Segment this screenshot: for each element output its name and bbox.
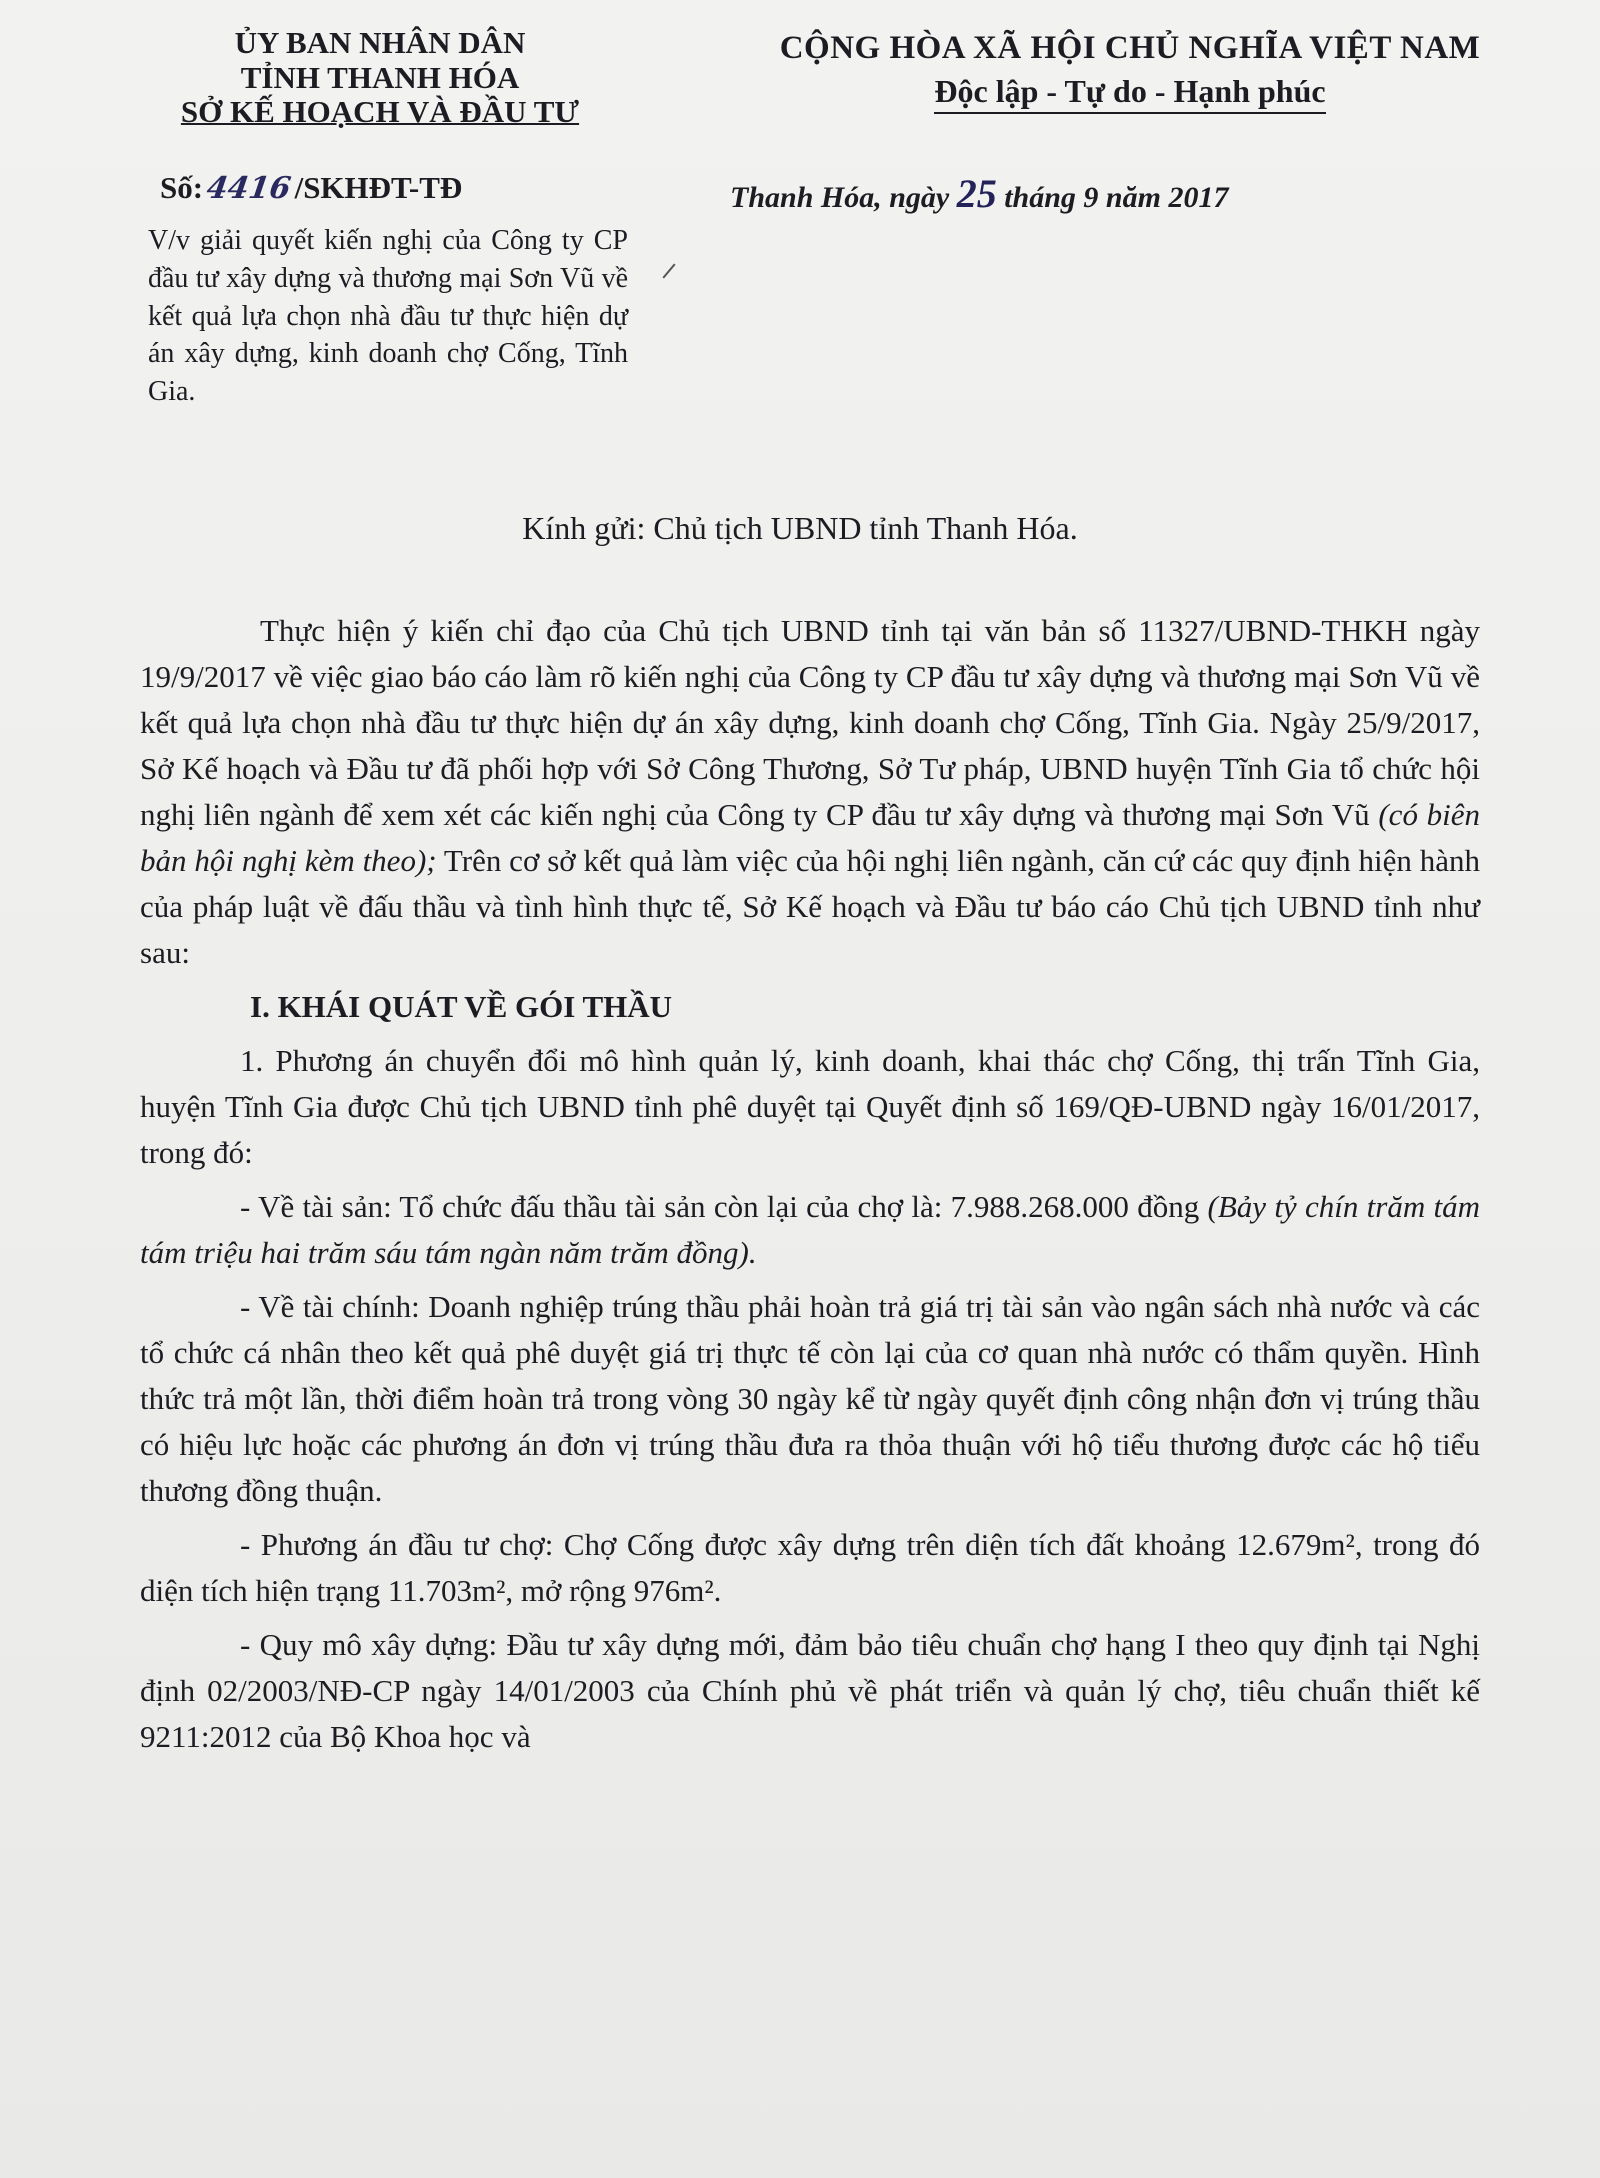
national-motto: Độc lập - Tự do - Hạnh phúc <box>934 73 1325 114</box>
section-1-heading: I. KHÁI QUÁT VỀ GÓI THẦU <box>250 989 673 1024</box>
document-subject: V/v giải quyết kiến nghị của Công ty CP đầu tư xây dựng và thương mại Sơn Vũ về kết quả lựa chọn nhà đầu tư thực hiện dự án xây dựng, kinh doanh chợ Cống, Tĩnh Gia. <box>148 225 628 408</box>
doc-number-prefix: Số: <box>160 170 204 205</box>
intro-italic-note: (có biên bản hội nghị kèm theo); <box>140 797 1480 878</box>
intro-text-1: Thực hiện ý kiến chỉ đạo của Chủ tịch UBND tỉnh tại văn bản số 11327/UBND-THKH ngày 19/9/2017 về việc giao báo cáo làm rõ kiến nghị của Công ty CP đầu tư xây dựng và thương mại Sơn Vũ về kết quả lựa chọn nhà đầu tư thực hiện dự án xây dựng, kinh doanh chợ Cống, Tĩnh Gia. Ngày 25/9/2017, Sở Kế hoạch và Đầu tư đã phối hợp với Sở Công Thương, Sở Tư pháp, UBND huyện Tĩnh Gia tổ chức hội nghị liên ngành để xem xét các kiến nghị của Công ty CP đầu tư xây dựng và thương mại Sơn Vũ <box>140 613 1480 832</box>
document-body <box>140 608 1480 1768</box>
investment-plan-paragraph: - Phương án đầu tư chợ: Chợ Cống được xây dựng trên diện tích đất khoảng 12.679m², trong đó diện tích hiện trạng 11.703m², mở rộng 976m². <box>140 1527 1480 1608</box>
issuing-agency-block <box>60 26 700 130</box>
date-suffix: tháng 9 năm 2017 <box>1004 181 1229 214</box>
finance-paragraph: - Về tài chính: Doanh nghiệp trúng thầu phải hoàn trả giá trị tài sản vào ngân sách nhà nước và các tổ chức cá nhân theo kết quả phê duyệt giá trị thực tế còn lại của cơ quan nhà nước có thẩm quyền. Hình thức trả một lần, thời điểm hoàn trả trong vòng 30 ngày kể từ ngày quyết định công nhận đơn vị trúng thầu có hiệu lực hoặc các phương án đơn vị trúng thầu đưa ra thỏa thuận với hộ tiểu thương được các hộ tiểu thương đồng thuận. <box>140 1289 1480 1508</box>
assets-paragraph <box>140 1184 1480 1276</box>
assets-text: - Về tài sản: Tổ chức đấu thầu tài sản còn lại của chợ là: 7.988.268.000 đồng <box>240 1189 1208 1224</box>
recipient-line: Kính gửi: Chủ tịch UBND tỉnh Thanh Hóa. <box>522 510 1078 546</box>
date-prefix: Thanh Hóa, ngày <box>730 181 950 214</box>
doc-number-handwritten: 4416 <box>204 171 294 206</box>
agency-line-2: TỈNH THANH HÓA <box>240 59 520 95</box>
date-day-handwritten: 25 <box>956 171 997 216</box>
doc-number-suffix: /SKHĐT-TĐ <box>294 170 463 205</box>
intro-text-2: Trên cơ sở kết quả làm việc của hội nghị liên ngành, căn cứ các quy định hiện hành của pháp luật về đấu thầu và tình hình thực tế, Sở Kế hoạch và Đầu tư báo cáo Chủ tịch UBND tỉnh như sau: <box>140 843 1480 970</box>
pen-mark <box>662 263 675 278</box>
nation-title: CỘNG HÒA XÃ HỘI CHỦ NGHĨA VIỆT NAM <box>779 30 1481 66</box>
place-and-date <box>730 170 1570 217</box>
department-name: SỞ KẾ HOẠCH VÀ ĐẦU TƯ <box>180 94 580 130</box>
document-number <box>160 170 630 206</box>
construction-scale-paragraph: - Quy mô xây dựng: Đầu tư xây dựng mới, đảm bảo tiêu chuẩn chợ hạng I theo quy định tại Nghị định 02/2003/NĐ-CP ngày 14/01/2003 của Chính phủ về phát triển và quản lý chợ, tiêu chuẩn thiết kế 9211:2012 của Bộ Khoa học và <box>140 1627 1480 1754</box>
point-1-paragraph: 1. Phương án chuyển đổi mô hình quản lý, kinh doanh, khai thác chợ Cống, thị trấn Tĩnh Gia, huyện Tĩnh Gia được Chủ tịch UBND tỉnh phê duyệt tại Quyết định số 169/QĐ-UBND ngày 16/01/2017, trong đó: <box>140 1043 1480 1170</box>
national-heading-block <box>700 30 1560 114</box>
intro-paragraph <box>140 608 1480 976</box>
assets-amount-in-words: (Bảy tỷ chín trăm tám tám triệu hai trăm sáu tám ngàn năm trăm đồng). <box>140 1189 1480 1270</box>
agency-line-1: ỦY BAN NHÂN DÂN <box>234 25 526 60</box>
